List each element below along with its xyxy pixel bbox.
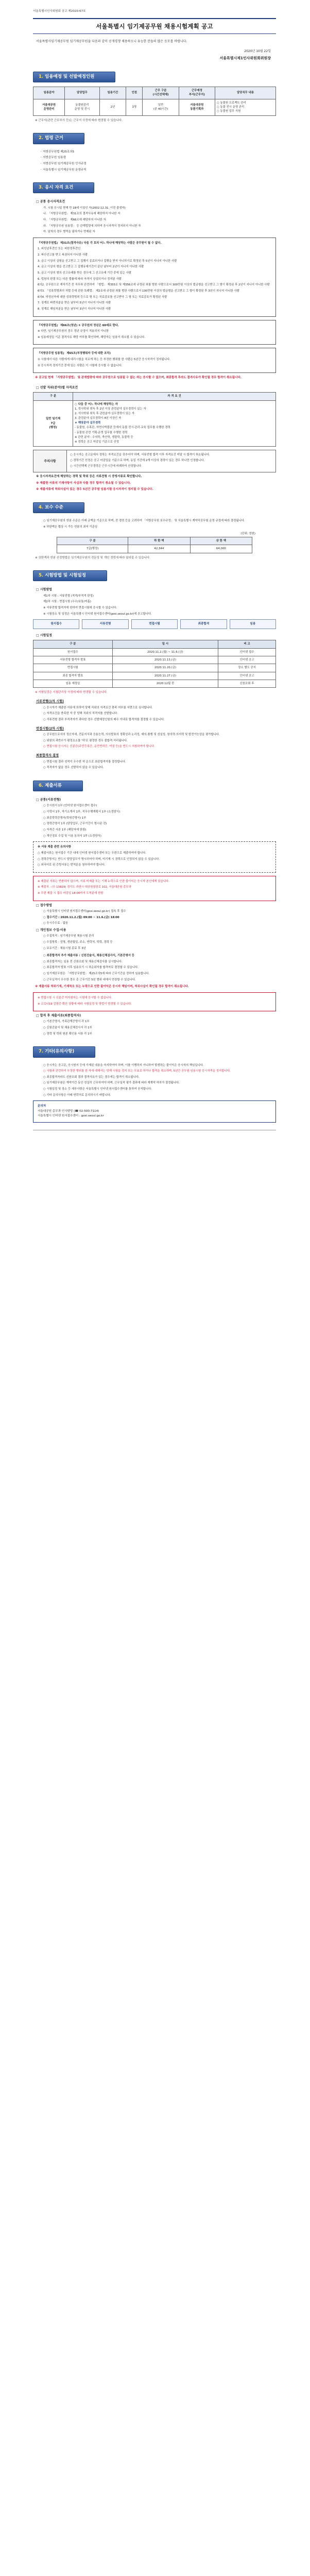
process-step: 임용 — [230, 619, 276, 629]
personal-info-line: ○ 수집항목 : 성명, 생년월일, 주소, 연락처, 학력, 경력 등 — [43, 940, 113, 944]
table-cell: ○ 동물원 프로젝트 관리 ○ 동물 전시 운영 관리 ○ 동물원 업무 지원 — [215, 99, 276, 115]
salary-note: ※ 상한액과 연봉 산정방법은 임기제공무원의 전문성 및 개인 경력에 따라 달라질 수 있습니다. — [35, 556, 150, 560]
table-header: 임용분야 — [33, 87, 65, 99]
box-line: 8. 징계로 해임처분을 받은 날부터 3년이 지나지 아니한 사람 — [38, 307, 111, 311]
box-title: ※ 서류 제출 관련 유의사항 — [38, 845, 71, 849]
table-cell: 7급(행정) — [57, 545, 128, 553]
law-item: ◦ 지방공무원 임기제공무원 인사규정 — [40, 162, 276, 166]
box-line: ※ 면접시험 시 신분증 미지참자는 시험에 응시할 수 없습니다. — [38, 996, 112, 999]
star-note: ※ 응시자격요건에 해당하는 경력 및 학위 등은 서류전형 시 증빙서류로 확인합니다. — [36, 475, 142, 479]
box-line: 5. 금고 이상의 형의 선고유예를 받은 경우에 그 선고유예 기간 중에 있는 사람 — [38, 272, 131, 275]
star-note: ※ 제출한 서류의 기재사항이 사실과 다를 경우 합격이 취소될 수 있습니다. — [36, 481, 131, 485]
document-review-line: ○ 서류전형 결과 부적격자가 과다한 경우 선발예정인원의 배수 이내로 합격자를 결정할 수 있습니다. — [43, 718, 165, 721]
section-6-heading: 6. 제출서류 — [33, 781, 83, 791]
req-line: 3. 관련분야 실무경력이 4년 이상인 자 — [75, 417, 122, 420]
box-title: 『지방공무원법』 제31조(결격사유) 다음 각 호의 어느 하나에 해당하는 사람은 공무원이 될 수 없다. — [38, 241, 162, 245]
box-line: ○ 경력증명서는 반드시 담당업무가 명시되어야 하며, 미기재 시 경력으로 인정되지 않을 수 있습니다. — [38, 857, 160, 861]
table-row — [33, 99, 276, 115]
table-row — [33, 400, 276, 447]
method-line: ※ 시험장소 및 일정은 서울특별시 인터넷 원서접수센터(gosi.seoul.go.kr)에 공고합니다. — [43, 612, 152, 616]
req-line: - 동물원, 수족관, 자연사박물관 등에서 동물 전시·관리·교육 업무를 수행한 경력 — [75, 426, 170, 430]
interview-line: ○ 공무원으로서의 정신자세, 전문지식과 응용능력, 의사발표의 정확성과 논리성, 예의·품행 및 성실성, 창의력·의지력 및 발전가능성을 평가합니다. — [43, 733, 220, 737]
contact-line: 서울특별시 인터넷 원서접수센터 : gosi.seoul.go.kr — [38, 1114, 104, 1118]
table-cell: 인터넷 공고 — [218, 672, 276, 680]
notice-line: ○ 시험과 관련하여 부정한 행위를 한 자에 대해서는 당해 시험을 정지 또는 무효로 하거나 합격을 취소하며, 5년간 공무원 임용시험 응시자격을 정지합니다. — [43, 1070, 231, 1073]
document-review-line: ○ 자격요건을 충족한 자 중 당해 직위의 적격자를 선발합니다. — [43, 712, 118, 716]
table-cell: 2020.11.27.(금) — [112, 672, 218, 680]
section-2-heading: 2. 법령 근거 — [33, 133, 84, 144]
box-line: ※ 우편 제출 시 접수 마감일 18:00까지 도착분에 한함 — [38, 892, 104, 895]
table-cell — [73, 400, 276, 447]
table-cell: 서류전형 합격자 발표 — [33, 656, 113, 664]
requirement-item: 나. 「지방공무원법」 제31조의 결격사유에 해당하지 아니한 자 — [43, 212, 120, 216]
box-line: 6의4. 미성년자에 대한 성폭력범죄 등으로 형 또는 치료감호를 선고받아 그 형 또는 치료감호가 확정된 사람 — [38, 295, 167, 299]
table-header: 비 고 — [218, 640, 276, 648]
notice-line: ○ 최종합격자라도 신원조회 결과 결격사유가 있는 경우에는 합격이 취소됩니다. — [43, 1075, 140, 1079]
application-method-title: □ 접수방법 — [36, 903, 276, 908]
table-row — [33, 664, 276, 672]
table-cell: 최종 합격자 발표 — [33, 672, 113, 680]
page-title: 서울특별시 임기제공무원 채용시험계획 공고 — [33, 18, 276, 35]
contact-line: 서울대공원 총무과 인사담당 (☎ 02-500-7114) — [38, 1109, 99, 1113]
table-cell: 장소 별도 공지 — [218, 664, 276, 672]
extra-item: ○ 최종합격자는 임용 전 신원조회 및 채용신체검사를 실시합니다. — [43, 960, 123, 963]
disqualification-box — [33, 238, 276, 317]
req-line: ※ 경력은 공고 마감일 기준으로 산정 — [75, 440, 119, 444]
box-line: 3. 금고 이상의 실형을 선고받고 그 집행이 종료되거나 집행을 받지 아니하기로 확정된 후 5년이 지나지 아니한 사람 — [38, 259, 177, 263]
caution-line: ○ 경력기간 산정은 공고 마감일을 기준으로 하며, 동일 기간에 2개 이상의 경력이 있는 경우 하나만 인정합니다. — [70, 459, 205, 462]
caution-line: ○ 응시자는 공고문에서 정하는 자격요건을 갖추어야 하며, 서류전형 합격 이후 자격요건 미달 시 합격이 취소됩니다. — [70, 453, 210, 457]
method-title: □ 시험방법 — [36, 587, 276, 592]
box-line: ※ 다만, 임기제공무원의 경우 정년 규정이 적용되지 아니함 — [38, 330, 109, 333]
after-pass-line: ○ 기본증명서, 가족관계증명서 각 1부 — [43, 1020, 90, 1024]
box-line: ※ 임용예정일 기준 결격사유 해당 여부를 확인하며, 해당자는 임용이 취소될 수 있습니다. — [38, 335, 146, 339]
contact-box — [33, 1100, 276, 1123]
table-cell: 동물원관리 운영 및 전시 — [65, 99, 100, 115]
application-method-line: ○ 접수기간 : 2020.11.2.(월) 09:00 ~ 11.6.(금) 18:00 — [43, 916, 119, 919]
table-header: 구 분 — [33, 393, 73, 400]
req-line: 2. 석사학위 취득 후 관련분야 실무경력이 있는 자 — [75, 412, 135, 415]
table-header: 인원 — [126, 87, 143, 99]
table-cell: 42,344 — [128, 545, 190, 553]
section-4-heading: 4. 보수 수준 — [33, 502, 84, 513]
extra-item: ○ 근무실적이 우수한 경우 총 근무기간 5년 범위 내에서 연장할 수 있습니다. — [43, 978, 136, 981]
caution-body — [67, 450, 275, 472]
table-cell: 원서접수 — [33, 648, 113, 656]
document-review-line: ○ 응시자가 제출한 서류에 의하여 당해 직위의 자격요건 충족 여부를 서면으로 심사합니다. — [43, 706, 153, 709]
schedule-title: □ 시험일정 — [36, 633, 276, 638]
law-item: ◦ 지방공무원법 제25조의5 — [40, 150, 276, 155]
final-decision-line: ○ 적격자가 없을 경우 선발하지 않을 수 있습니다. — [43, 766, 104, 770]
final-decision-title: 최종합격자 결정 — [36, 754, 59, 758]
box-line: ② 응시자격 정지기간 중에 있는 사람은 이 시험에 응시할 수 없습니다. — [38, 364, 123, 367]
positions-table — [33, 87, 276, 116]
personal-info-title: □ 개인정보 수집·이용 — [36, 928, 276, 933]
section-7-heading: 7. 기타(유의사항) — [33, 1046, 95, 1057]
requirement-item: 다. 「지방공무원법」 제66조에 해당하지 아니한 자 — [43, 218, 106, 222]
box-line: 6의2. 공무원으로 재직기간 중 직무와 관련하여 「형법」 제355조 및 제356조에 규정된 죄를 범한 사람으로서 300만원 이상의 벌금형을 선고받고 그 형이 확정된 후 2년이 지나지 아니한 사람 — [38, 283, 270, 287]
announcement-number: 서울특별시인사위원회 공고 제2020-67호 — [33, 10, 86, 13]
table-cell: 2020.12월 중 — [112, 680, 218, 688]
salary-description-note: ※ 하한액은 협상 시 가능 연봉의 최저 기준임 — [43, 525, 98, 529]
caution-line: ○ 시간선택제 근무경력은 근무시간에 비례하여 산정합니다. — [70, 464, 142, 468]
star-note: ※ 제출서류에 허위사실이 있는 경우 5년간 공무원 임용시험 응시자격이 정지될 수 있습니다. — [36, 488, 153, 492]
table-header: 상 한 액 — [190, 537, 252, 545]
announcement-document — [33, 9, 276, 1130]
table-header: 일 시 — [112, 640, 218, 648]
table-cell: 인터넷 공고 — [218, 656, 276, 664]
table-header: 담당업무 — [65, 87, 100, 99]
false-statement-warning: ※ 제출서류 허위기재, 기재착오 또는 누락으로 인한 불이익은 응시자 책임이며, 허위사실이 확인될 경우 합격이 취소됩니다. — [35, 985, 189, 989]
process-step: 원서접수 — [33, 619, 79, 629]
interview-line: ○ 면접시험 응시자는 신분증(주민등록증, 운전면허증, 여권 등)을 반드시 지참하여야 합니다. — [43, 745, 155, 749]
announcement-date: 2020년 10월 22일 — [244, 49, 271, 53]
requirement-item: 마. 남자의 경우 병역을 필하거나 면제된 자 — [43, 230, 95, 234]
after-pass-line: ○ 신원진술서 및 채용신체검사서 각 1부 — [43, 1026, 92, 1030]
table-row — [33, 672, 276, 680]
table-cell: 서울대공원 운영관리 — [33, 99, 65, 115]
interview-title: 면접시험(2차 시험) — [36, 726, 64, 731]
final-decision-line: ○ 면접시험 결과 성적이 우수한 자 순으로 최종합격자를 결정합니다. — [43, 760, 126, 764]
extra-item: ○ 임기제공무원은 「지방공무원법」 제25조의5에 따라 근무기간을 정하여 임용합니다. — [43, 972, 150, 976]
position-requirements-table — [33, 392, 276, 447]
box-line: 6의3. 「성폭력범죄의 처벌 등에 관한 특례법」 제2조에 규정된 죄를 범한 사람으로서 100만원 이상의 벌금형을 선고받고 그 형이 확정된 후 3년이 지나지 아니한 사람 — [38, 289, 239, 293]
box-title: 『지방공무원법』 제66조(정년) ① 공무원의 정년은 60세로 한다. — [38, 324, 119, 327]
process-step: 서류전형 — [82, 619, 128, 629]
req-line: ○ 다음 중 어느 하나에 해당하는 자 — [75, 402, 118, 406]
section-1-heading: 1. 임용예정 및 선발예정인원 — [33, 72, 115, 82]
salary-description: ○ 임기제공무원의 연봉 수준은 아래 금액을 기준으로 하며, 전 경력 등을 고려하여 「지방공무원 보수규정」 및 서울특별시 계약직공무원 운영 규정에 따라 결정됩니다. — [43, 519, 245, 523]
requirement-item: 가. 시험 응시일 현재 만 18세 이상인 자(2002.12.31. 이전 출생자) — [43, 206, 126, 210]
schedule-note: ※ 시험일정은 시험관리상 사정에 따라 변경될 수 있습니다. — [35, 691, 108, 694]
caution-row — [33, 450, 276, 472]
table-header: 구 분 — [57, 537, 128, 545]
box-title: 『지방공무원 임용령』 제65조(부정행위자 등에 대한 조치) — [38, 352, 111, 355]
after-pass-line: ○ 경력 및 학위 원본 확인용 서류 각 1부 — [43, 1032, 92, 1036]
submission-warning-box — [33, 876, 276, 901]
table-header: 자 격 요 건 — [73, 393, 276, 400]
eligibility-warning: ※ 공고일 현재 「지방공무원법」 및 관계법령에 따라 공무원으로 임용될 수 없는 자는 응시할 수 없으며, 최종합격 후라도 결격사유가 확인될 경우 합격이 취소됩니다. — [35, 376, 242, 380]
document-review-title: 서류전형(1차 시험) — [36, 699, 64, 703]
box-line: ※ 제출처 : (우 13829) 경기도 과천시 대공원광장로 102, 서울대공원 총무과 — [38, 886, 131, 889]
application-method-line: ○ 서울특별시 인터넷 원서접수센터(gosi.seoul.go.kr) 접속 후 접수 — [43, 910, 126, 913]
table-cell: 2년 — [99, 99, 126, 115]
intro-text: 서울특별시임기제공무원 임기제공무원을 다음과 같이 공개경쟁 채용하오니 유능한 분들의 많은 응모를 바랍니다. — [36, 40, 187, 44]
document-item: ○ 응시원서 1부 (인터넷 원서접수센터 접수) — [43, 804, 97, 808]
table-row — [33, 656, 276, 664]
table-cell: 일반 임기제 7급 (행정) — [33, 400, 73, 447]
table-header: 임용기간 — [99, 87, 126, 99]
salary-table — [57, 537, 252, 553]
method-line: 제1차 시험 : 서류전형 (적격/부적격 판정) — [43, 594, 94, 598]
exam-warning-box — [33, 992, 276, 1011]
box-line: 2. 파산선고를 받고 복권되지 아니한 사람 — [38, 253, 88, 257]
notice-line: ○ 임기제공무원은 계약기간 동안 성실히 근무하여야 하며, 근무실적 평가 결과에 따라 재계약 여부가 결정됩니다. — [43, 1081, 180, 1085]
position-requirements-title: □ 선발 직위(분야)별 자격요건 — [36, 385, 276, 390]
document-item: ○ 개인정보 수집 및 이용 동의서 1부 (소정양식) — [43, 834, 101, 838]
box-line: 1. 피성년후견인 또는 피한정후견인 — [38, 247, 81, 251]
req-line: ★ 해당분야 실무경력 — [75, 421, 101, 425]
box-line: ○ 제출서류는 원서접수 기간 내에 인터넷 원서접수센터 또는 우편으로 제출하여야 합니다. — [38, 851, 147, 855]
document-item: ○ 경력증명서 1부 (담당업무, 근무기간이 명시된 것) — [43, 822, 107, 826]
schedule-table — [33, 640, 276, 688]
section-3-heading: 3. 응시 자격 요건 — [33, 182, 94, 193]
misconduct-box — [33, 348, 276, 373]
box-line: ① 시험에서 다른 사람에게 대리시험을 치르게 하는 등 부정한 행위를 한 사람은 5년간 응시자격이 정지됩니다. — [38, 358, 170, 362]
after-pass-title: □ 합격 후 제출서류(최종합격자) — [36, 1013, 276, 1018]
box-line: ※ 코로나19 감염증 확산 상황에 따라 시험일정 및 방법이 변경될 수 있습니다. — [38, 1002, 132, 1006]
method-line: 제2차 시험 : 면접시험 (우수/보통/미흡) — [43, 600, 91, 604]
common-requirements-title: □ 공통 응시자격요건 — [36, 199, 276, 204]
table-cell: 2020.11.2.(월) ~ 11.6.(금) — [112, 648, 218, 656]
table-row — [33, 680, 276, 688]
process-step: 최종합격 — [180, 619, 227, 629]
requirement-item: 라. 「지방공무원 임용령」 등 관계법령에 의하여 응시자격이 정지되지 아니한 자 — [43, 224, 141, 228]
table-cell: 면접시험 — [33, 664, 113, 672]
extra-item: ○ 최종합격자 발표 이후 임용포기 시 차순위자를 합격자로 결정할 수 있습니다. — [43, 966, 139, 970]
table-cell: 임용 예정일 — [33, 680, 113, 688]
box-line: ○ 외국어로 된 증빙서류는 번역문을 첨부하여야 합니다. — [38, 863, 106, 867]
table-header: 근무 구분 (시간선택제) — [143, 87, 179, 99]
law-item: ◦ 지방공무원 임용령 — [40, 156, 276, 160]
common-documents-title: □ 공통(서류전형) — [36, 798, 276, 802]
process-flow — [33, 619, 276, 629]
box-line: 6. 법원의 판결 또는 다른 법률에 따라 자격이 상실되거나 정지된 사람 — [38, 277, 122, 281]
submission-notes-box — [33, 841, 276, 873]
table-row — [57, 545, 252, 553]
table-cell: 일반 (주 40시간) — [143, 99, 179, 115]
application-method-line: ○ 응시수수료 : 없음 — [43, 922, 68, 925]
document-item: ○ 자격증 사본 1부 (해당자에 한함) — [43, 828, 87, 832]
box-line: 7. 징계로 파면처분을 받은 날부터 5년이 지나지 아니한 사람 — [38, 301, 111, 305]
table-header: 근무예정 부서(근무지) — [179, 87, 215, 99]
personal-info-line: ○ 수집목적 : 임기제공무원 채용시험 관리 — [43, 935, 94, 938]
table-cell: 64,000 — [190, 545, 252, 553]
section-1-note: ※ 근무지(관련 근무부서 등)는 근무지 사정에 따라 변경될 수 있습니다. — [35, 118, 123, 122]
document-item: ○ 최종학력증명서(학위증명서) 1부 — [43, 816, 87, 820]
caution-label: 주의사항 — [33, 450, 67, 472]
req-line: ※ 관련 분야 : 수의학, 축산학, 생물학, 동물학 등 — [75, 435, 133, 439]
table-header: 하 한 액 — [128, 537, 190, 545]
table-header: 구 분 — [33, 640, 113, 648]
extra-item: ○ 최종합격자 추가 제출서류 : 신원진술서, 채용신체검사서, 기본증명서 등 — [43, 954, 134, 958]
notice-line: ○ 응시자는 공고문, 응시원서 등에 기재된 내용을 숙지하여야 하며, 이를 이행하지 아니하여 발생하는 불이익은 응시자의 책임입니다. — [43, 1063, 204, 1067]
table-row — [33, 648, 276, 656]
table-cell: 1명 — [126, 99, 143, 115]
table-cell: 2020.11.20.(금) — [112, 664, 218, 672]
section-5-heading: 5. 시험방법 및 시험일정 — [33, 570, 107, 581]
table-cell: 인터넷 접수 — [218, 648, 276, 656]
table-cell: 신원조회 후 — [218, 680, 276, 688]
box-line: ※ 제출된 서류는 반환하지 않으며, 서류 미제출 또는 기재 누락으로 인한 불이익은 응시자 본인에게 있습니다. — [38, 879, 169, 883]
document-item: ○ 이력서 1부, 자기소개서 1부, 직무수행계획서 1부 (소정양식) — [43, 810, 120, 814]
req-line: - 동물원 관련 기획·운영 업무를 수행한 경력 — [75, 431, 128, 434]
issuer-signature: 서울특별시제1인사위원회위원장 — [219, 56, 271, 60]
table-cell: 2020.11.13.(금) — [112, 656, 218, 664]
table-cell: 서울대공원 동물기획과 — [179, 99, 215, 115]
method-line: ※ 서류전형 합격자에 한하여 면접시험에 응시할 수 있습니다. — [43, 606, 117, 609]
salary-unit: (단위: 천원) — [240, 532, 255, 535]
retirement-box — [33, 320, 276, 345]
table-header: 담당직무 내용 — [215, 87, 276, 99]
law-item: ◦ 서울특별시 임기제공무원 운영규칙 — [40, 168, 276, 173]
interview-line: ○ 위원의 과반수가 평정요소를 '하'로 평정한 경우 불합격 처리됩니다. — [43, 739, 128, 742]
process-step: 면접시험 — [131, 619, 178, 629]
notice-line: ○ 기타 문의사항은 아래 연락처로 문의하시기 바랍니다. — [43, 1093, 111, 1097]
contact-title: 문의처 — [38, 1105, 46, 1108]
req-line: 1. 학사학위 취득 후 2년 이상 관련분야 실무경력이 있는 자 — [75, 407, 146, 411]
notice-line: ○ 시험일정 및 장소 등 세부사항은 서울특별시 인터넷 원서접수센터를 통하여 공지합니다. — [43, 1088, 152, 1091]
personal-info-line: ○ 보유기간 : 채용시험 종료 후 3년 — [43, 946, 86, 950]
box-line: 4. 금고 이상의 형을 선고받고 그 집행유예기간이 끝난 날부터 2년이 지나지 아니한 사람 — [38, 265, 144, 269]
